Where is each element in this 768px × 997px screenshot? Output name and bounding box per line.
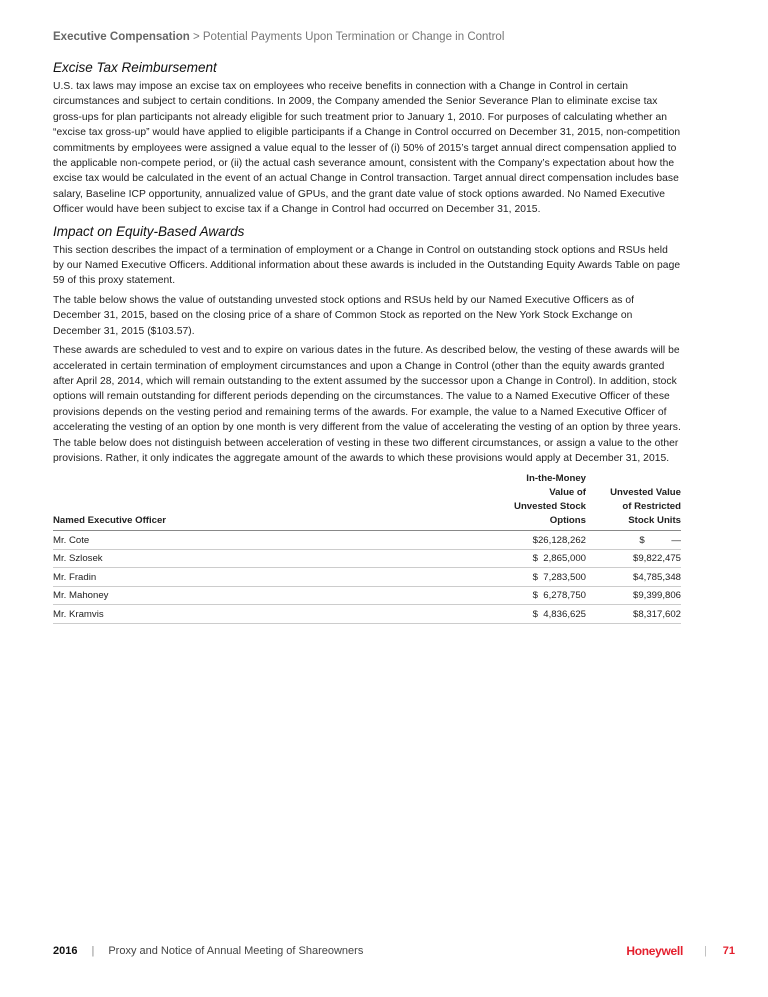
cell-rsu: $9,399,806 xyxy=(586,586,681,605)
running-header xyxy=(53,31,504,43)
footer-doc-title: Proxy and Notice of Annual Meeting of Shareowners xyxy=(108,945,364,957)
cell-name: Mr. Kramvis xyxy=(53,605,476,624)
footer-year: 2016 xyxy=(53,945,78,957)
col-options-label: In-the-Money Value of Unvested Stock Options xyxy=(514,473,586,527)
table-row xyxy=(53,586,681,605)
equity-paragraph-1 xyxy=(53,243,681,289)
cell-options: $26,128,262 xyxy=(476,531,586,550)
header-separator: > xyxy=(189,31,203,43)
table-row xyxy=(53,549,681,568)
footer-separator: | xyxy=(704,945,707,957)
header-section: Executive Compensation xyxy=(53,31,190,43)
unvested-awards-table xyxy=(53,472,681,624)
equity-heading: Impact on Equity-Based Awards xyxy=(53,223,245,239)
cell-rsu: $9,822,475 xyxy=(586,549,681,568)
header-subsection: Potential Payments Upon Termination or Change in Control xyxy=(202,31,505,43)
cell-options: $ 7,283,500 xyxy=(476,568,586,587)
page-link[interactable]: page 59 xyxy=(53,260,681,287)
cell-rsu: $4,785,348 xyxy=(586,568,681,587)
cell-rsu: $8,317,602 xyxy=(586,605,681,624)
equity-paragraph-2: The table below shows the value of outstanding unvested stock options and RSUs held by our Named Executive Officers as of December 31, 2015, based on the closing price of a share of Common Stock as reported on the New York Stock Exchange on December 31, 2015 ($103.57). xyxy=(53,294,635,337)
col-officer: Named Executive Officer xyxy=(53,472,476,531)
cell-name: Mr. Mahoney xyxy=(53,586,476,605)
table-row xyxy=(53,531,681,550)
cell-name: Mr. Cote xyxy=(53,531,476,550)
col-rsu xyxy=(586,472,681,531)
cell-name: Mr. Fradin xyxy=(53,568,476,587)
table-header-row xyxy=(53,472,681,531)
text: This section describes the impact of a termination of employment or a Change in Control on outstanding stock options and RSUs held by our Named Executive Officers. Additional information about these awards is included in the Outstanding Equity Awards Table on xyxy=(53,244,668,272)
col-options xyxy=(476,472,586,531)
page-number: 71 xyxy=(722,945,735,957)
cell-rsu: $ — xyxy=(586,531,681,550)
honeywell-logo: Honeywell xyxy=(626,944,683,958)
equity-paragraph-3: These awards are scheduled to vest and to expire on various dates in the future. As described below, the vesting of these awards will be accelerated in certain termination of employment circumstances and upon a Change in Control (other than the equity awards granted after April 28, 2014, which will remain outstanding to the extent assumed by the successor upon a Change in Control). In addition, stock options will remain outstanding for different periods depending on the circumstances. The value to a Named Executive Officer of these provisions depends on the vesting period and remaining terms of the awards. For example, the value to a Named Executive Officer of accelerating the vesting of an option by one month is very different from the value of accelerating the vesting of an option by three years. The table below does not distinguish between acceleration of vesting in these two different circumstances, or assign a value to the other provisions. Rather, it only indicates the aggregate amount of the awards to which these provisions would apply at December 31, 2015. xyxy=(53,345,681,464)
cell-options: $ 6,278,750 xyxy=(476,586,586,605)
cell-options: $ 2,865,000 xyxy=(476,549,586,568)
text: of this proxy statement. xyxy=(64,275,176,287)
footer xyxy=(53,945,735,957)
main-content xyxy=(53,60,681,624)
cell-name: Mr. Szlosek xyxy=(53,549,476,568)
footer-separator: | xyxy=(91,945,95,957)
excise-heading: Excise Tax Reimbursement xyxy=(53,60,217,75)
table-row xyxy=(53,568,681,587)
table-row xyxy=(53,605,681,624)
excise-paragraph: U.S. tax laws may impose an excise tax on employees who receive benefits in connection with a Change in Control in certain circumstances and subject to certain conditions. In 2009, the Company amended the Senior Severance Plan to eliminate excise tax gross-ups for plan participants not already eligible for such treatment prior to January 1, 2010. For purposes of calculating whether an “excise tax gross-up” would have applied to eligible participants if a Change in Control occurred on December 31, 2015, non-competition commitments by employees were assigned a value equal to the lesser of (i) 50% of 2015’s target annual direct compensation applied to the applicable non-compete period, or (ii) the actual cash severance amount, consistent with the Company’s expectation about how the excise tax would be calculated in the event of an actual Change in Control transaction. Target annual direct compensation includes base salary, Baseline ICP opportunity, annualized value of GPUs, and the grant date value of stock options awarded. No Named Executive Officer would have been subject to excise tax if a Change in Control had occurred on December 31, 2015. xyxy=(53,81,681,216)
cell-options: $ 4,836,625 xyxy=(476,605,586,624)
col-rsu-label: Unvested Value of Restricted Stock Units xyxy=(610,487,681,527)
